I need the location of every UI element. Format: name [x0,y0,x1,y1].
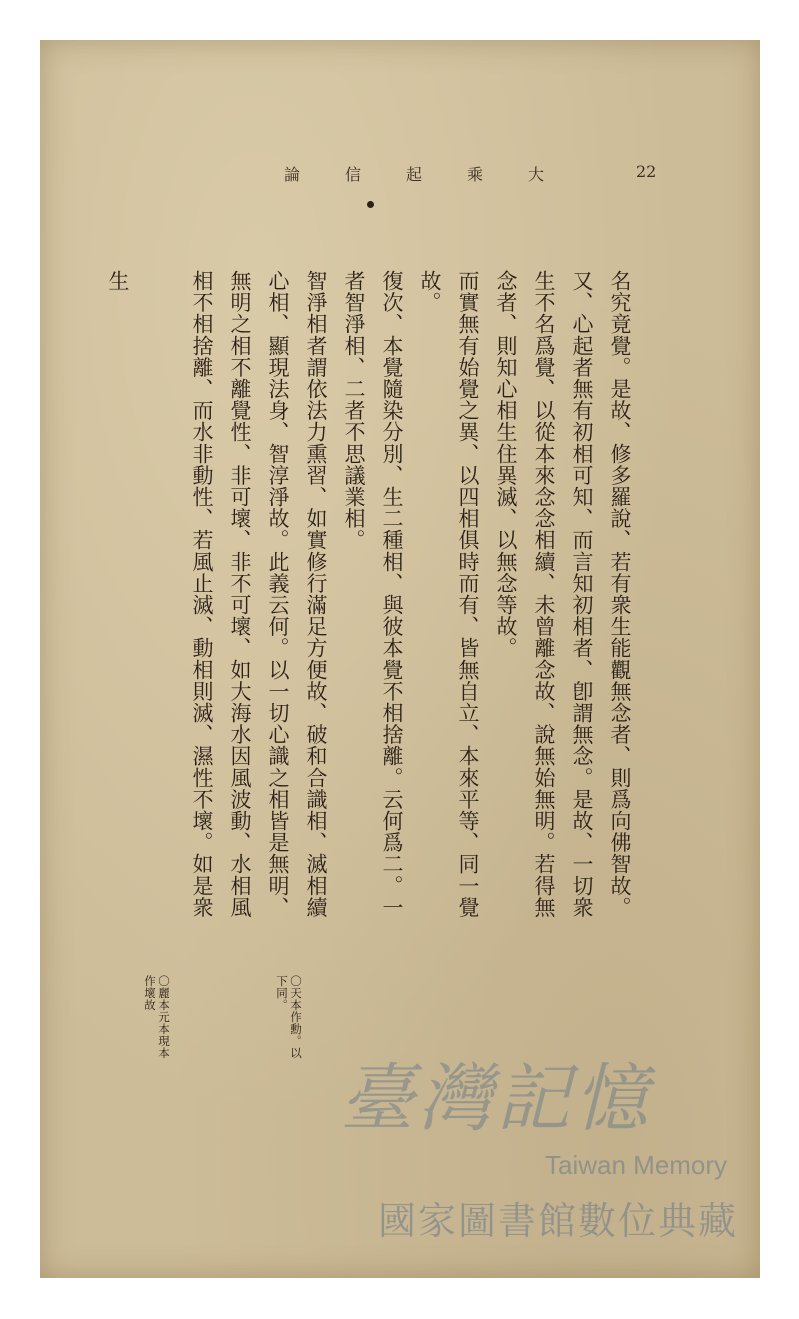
text-column: 念者、則知心相生住異滅、以無念等故。 [494,270,518,659]
text-column: 生不名爲覺、以從本來念念相續、未曾離念故、說無始無明。若得無 [532,270,556,918]
text-column: 者智淨相、二者不思議業相。 [342,270,366,551]
text-column: 心相、顯現法身、智淳淨故。此義云何。以一切心識之相皆是無明、 [266,270,290,918]
text-column: 智淨相者謂依法力熏習、如實修行滿足方便故、破和合識相、滅相續 [304,270,328,918]
text-column: 而實無有始覺之異、以四相俱時而有、皆無自立、本來平等、同一覺 [456,270,480,918]
header-char: 論 [284,165,301,184]
footnote: 〇麗本元本現本 作壞故 [143,975,171,1059]
text-column: 無明之相不離覺性、非可壞、非不可壞、如大海水因風波動、水相風 [228,270,252,918]
running-header-title [284,162,544,185]
watermark-english: Taiwan Memory [545,1150,728,1180]
watermark-library-name: 國家圖書館數位典藏 [378,1199,739,1243]
header-char: 起 [405,165,422,184]
page-number: 22 [636,162,657,181]
header-char: 大 [527,165,544,184]
text-column: 復次、本覺隨染分別、生二種相、與彼本覺不相捨離。云何爲二。一 [380,270,404,918]
text-column: 生 [106,270,130,292]
text-column: 又、心起者無有初相可知、而言知初相者、卽謂無念。是故、一切衆 [570,270,594,918]
section-dot [367,201,374,208]
text-column: 名究竟覺。是故、修多羅說、若有衆生能觀無念者、則爲向佛智故。 [608,270,632,918]
watermark-logo-text: 臺灣記憶 [340,1056,652,1142]
footnote: 〇天本作勳。以 下同。 [275,975,303,1059]
header-char: 乘 [466,165,483,184]
header-char: 信 [344,165,361,184]
text-column: 相不相捨離、而水非動性、若風止滅、動相則滅、濕性不壞。如是衆 [190,270,214,918]
text-column: 故。 [418,270,442,314]
book-page [40,40,760,1278]
